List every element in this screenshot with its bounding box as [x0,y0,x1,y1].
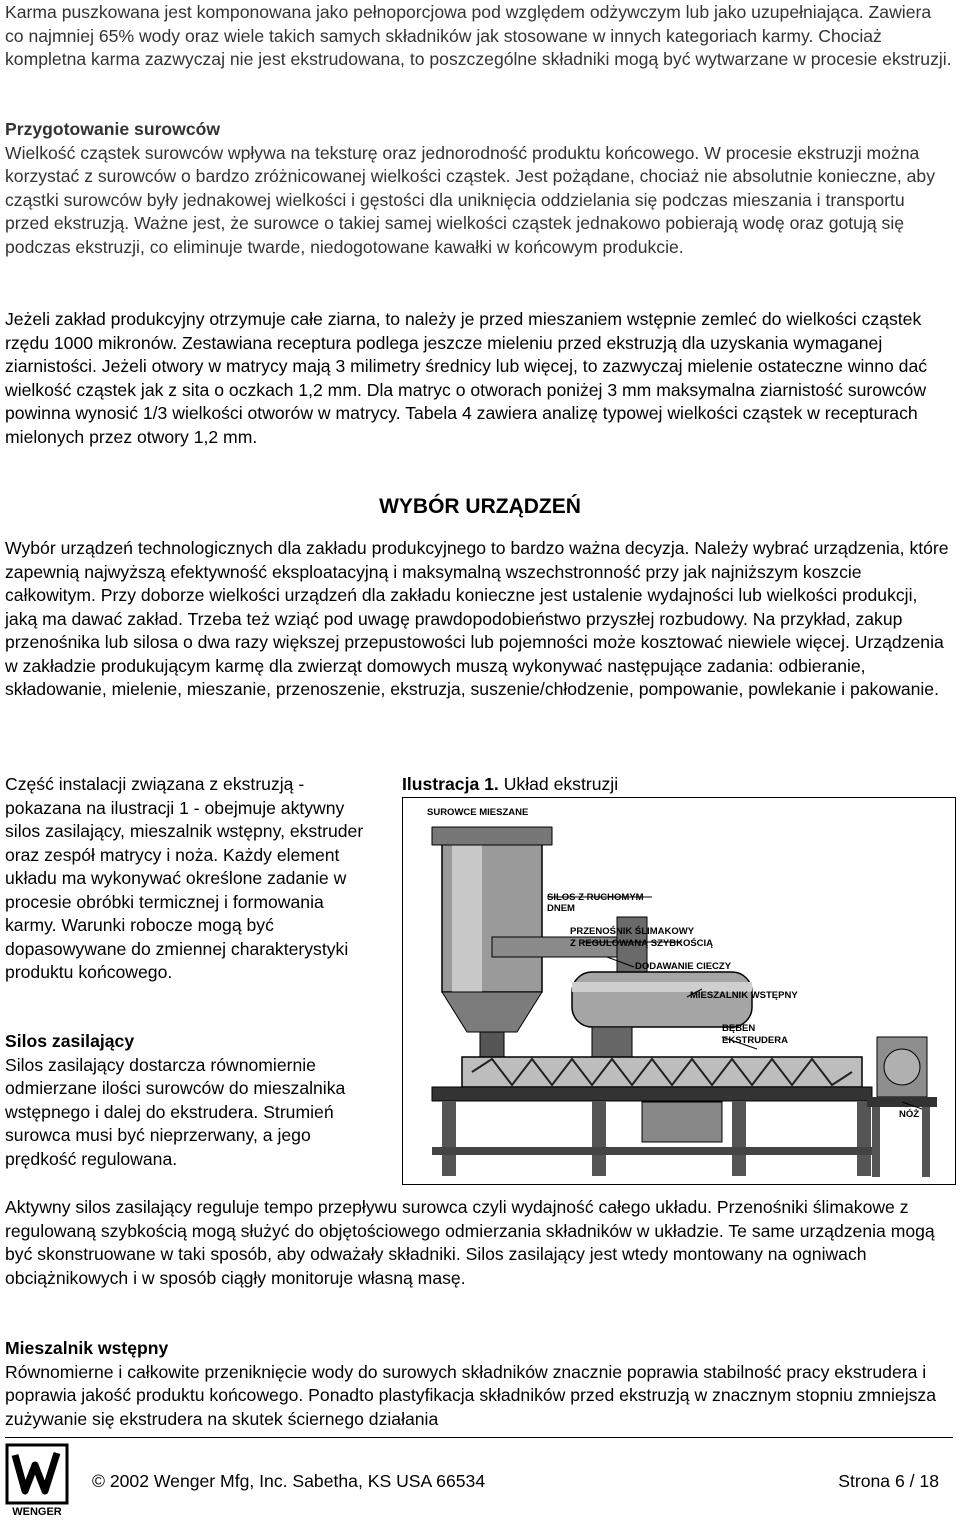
section-particle-prep [5,118,953,259]
paragraph: Równomierne i całkowite przeniknięcie wody do surowych składników znacznie poprawia stabilność pracy ekstrudera i poprawia jakość produktu końcowego. Ponadto plastyfikacja składników przed ekstruzją w znacznym stopniu zmniejsza zużywanie się ekstrudera na skutek ściernego działania [5,1361,936,1429]
figure-caption-label: Ilustracja 1. [402,774,499,794]
label-silos-2: DNEM [547,903,575,914]
paragraph-left-column: Część instalacji związana z ekstruzją - pokazana na ilustracji 1 - obejmuje aktywny silos zasilający, mieszalnik wstępny, ekstruder oraz zespół matrycy i noża. Każdy element układu ma wykonywać określone zadanie w procesie obróbki termicznej i formowania karmy. Warunki robocze mogą być dopasowywane do zmiennej charakterystyki produktu końcowego. [5,774,364,982]
section-heading: Mieszalnik wstępny [5,1338,169,1358]
label-silos-1: SILOS Z RUCHOMYM [547,892,644,903]
section-mieszalnik [5,1337,953,1431]
paragraph: Silos zasilający dostarcza równomiernie odmierzane ilości surowców do mieszalnika wstępnego i dalej do ekstrudera. Strumień surowca musi być nieprzerwany, a jego prędkość regulowana. [5,1054,346,1169]
label-przenosnik-2: Z REGULOWANĄ SZYBKOŚCIĄ [570,938,714,949]
label-surowce: SUROWCE MIESZANE [427,807,529,818]
label-beben-2: EKSTRUDERA [722,1035,788,1046]
wenger-logo [5,1443,70,1518]
figure-caption-text: Układ ekstruzji [498,774,619,794]
section-silos [5,1030,375,1171]
figure-caption [402,773,618,797]
label-dodawanie: DODAWANIE CIECZY [635,961,732,972]
page-number: Strona 6 / 18 [838,1471,939,1491]
section-heading: Silos zasilający [5,1031,135,1051]
paragraph: Aktywny silos zasilający reguluje tempo przepływu surowca czyli wydajność całego układu. Przenośniki ślimakowe z regulowaną szybkością mogą służyć do objętościowego odmierzania składników w układzie. Te same urządzenia mogą być skonstruowane w taki sposób, aby odważały składniki. Silos zasilający jest wtedy montowany na ogniwach obciążnikowych i w sposób ciągły monitoruje własną masę. [5,1197,935,1288]
page-footer [5,1443,953,1518]
intro-paragraph: Karma puszkowana jest komponowana jako pełnoporcjowa pod względem odżywczym lub jako uzupełniająca. Zawiera co najmniej 65% wody oraz wiele takich samych składników jak stosowane w innych kategoriach karmy. Chociaż kompletna karma zazwyczaj nie jest ekstrudowana, to poszczególne składniki mogą być wytwarzane w procesie ekstruzji. [5,2,952,69]
paragraph: Wielkość cząstek surowców wpływa na teksturę oraz jednorodność produktu końcowego. W procesie ekstruzji można korzystać z surowców o bardzo zróżnicowanej wielkości cząstek. Jest pożądane, chociaż nie absolutnie konieczne, aby cząstki surowców były jednakowej wielkości i gęstości dla uniknięcia oddzielania się podczas mieszania i transportu przed ekstruzją. Ważne jest, że surowce o takiej samej wielkości cząstek jednakowo pobierają wodę oraz gotują się podczas ekstruzji, co eliminuje twarde, niedogotowane kawałki w końcowym produkcie. [5,142,936,257]
paragraph: Wybór urządzeń technologicznych dla zakładu produkcyjnego to bardzo ważna decyzja. Należy wybrać urządzenia, które zapewnią najwyższą efektywność eksploatacyjną i maksymalną wszechstronność przy jak najniższym koszcie całkowitym. Przy doborze wielkości urządzeń dla zakładu konieczne jest ustalenie wydajności lub wielkości produkcji, jaką ma dawać zakład. Trzeba też wziąć pod uwagę prawdopodobieństwo przyszłej rozbudowy. Na przykład, zakup przenośnika lub silosa o dwa razy większej przepustowości lub pojemności może kosztować niewiele więcej. Urządzenia w zakładzie produkującym karmę dla zwierząt domowych muszą wykonywać następujące zadania: odbieranie, składowanie, mielenie, mieszanie, przenoszenie, ekstruzja, suszenie/chłodzenie, pompowanie, powlekanie i pakowanie. [5,538,949,699]
footer-divider [5,1437,953,1438]
extrusion-diagram [402,797,956,1185]
logo-text: WENGER [12,1506,62,1518]
extruder-barrel-icon [462,1057,862,1087]
section-heading: Przygotowanie surowców [5,119,221,139]
section-title: WYBÓR URZĄDZEŃ [379,495,581,518]
label-noz: NÓŻ [899,1109,920,1120]
paragraph: Jeżeli zakład produkcyjny otrzymuje całe ziarna, to należy je przed mieszaniem wstępnie zemleć do wielkości cząstek rzędu 1000 mikronów. Zestawiana receptura podlega jeszcze mieleniu przed ekstruzją dla uzyskania wymaganej ziarnistości. Jeżeli otwory w matrycy mają 3 milimetry średnicy lub więcej, to zazwyczaj mielenie ostateczne winno dać wielkość cząstek jak z sita o oczkach 1,2 mm. Dla matryc o otworach poniżej 3 mm maksymalna ziarnistość surowców powinna wynosić 1/3 wielkości otworów w matrycy. Tabela 4 zawiera analizę typowej wielkości cząstek w recepturach mielonych przez otwory 1,2 mm. [5,309,928,447]
label-przenosnik-1: PRZENOŚNIK ŚLIMAKOWY [570,926,695,937]
label-beben-1: BĘBEN [722,1023,756,1034]
label-mieszalnik: MIESZALNIK WSTĘPNY [690,990,798,1001]
copyright-text: © 2002 Wenger Mfg, Inc. Sabetha, KS USA 66534 [92,1471,486,1491]
